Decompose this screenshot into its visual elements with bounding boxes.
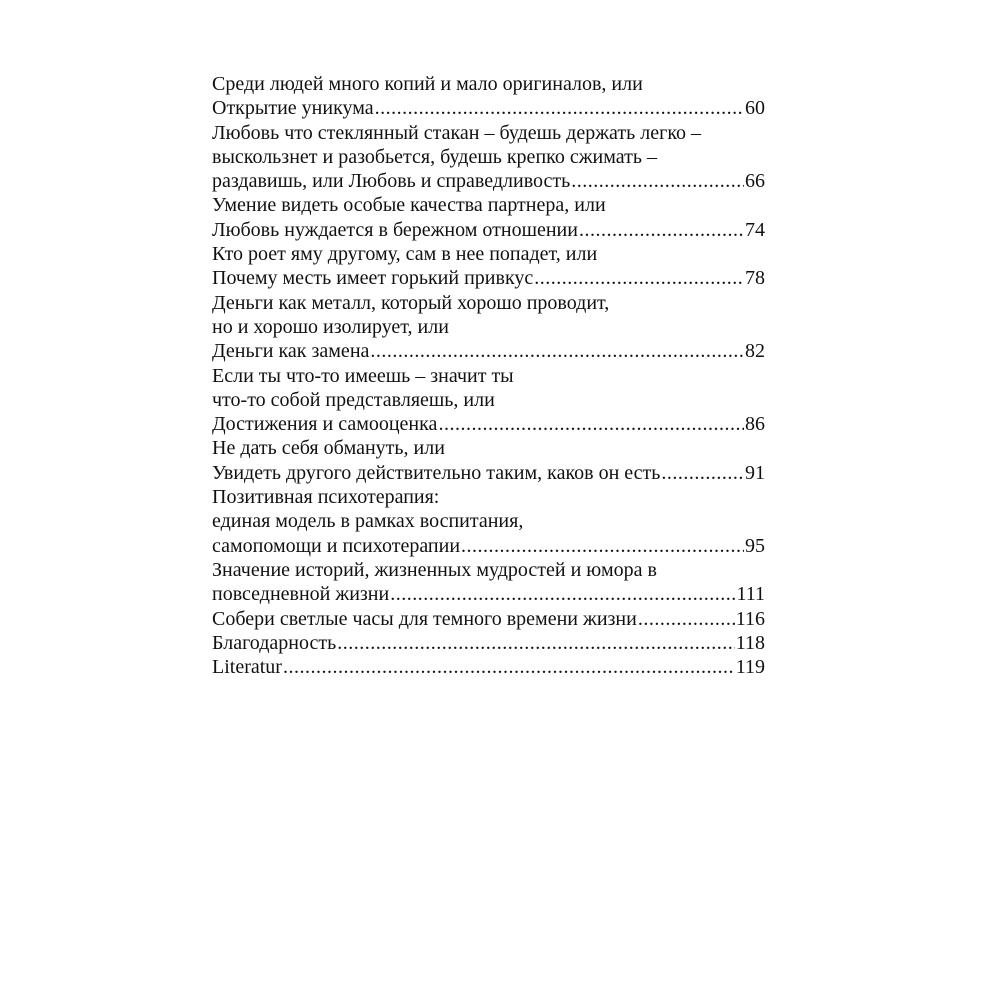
dot-leader bbox=[661, 461, 744, 485]
toc-entry-final-line bbox=[212, 266, 765, 290]
toc-entry bbox=[212, 121, 765, 194]
toc-entry bbox=[212, 631, 765, 655]
page-number: 91 bbox=[745, 461, 765, 484]
toc-entry-title-line: Среди людей много копий и мало оригиналов, или bbox=[212, 73, 643, 95]
toc-entry-final-line bbox=[212, 339, 765, 363]
page-number: 86 bbox=[745, 413, 765, 436]
dot-leader bbox=[438, 412, 744, 436]
dot-leader bbox=[375, 96, 744, 120]
toc-entry-title-line: Увидеть другого действительно таким, каков он есть bbox=[212, 461, 661, 484]
toc-entry-final-line bbox=[212, 534, 765, 558]
dot-leader bbox=[638, 607, 735, 631]
toc-entry-title-line: Позитивная психотерапия: bbox=[212, 486, 440, 509]
toc-entry-title-line: выскользнет и разобьется, будешь крепко сжимать – bbox=[212, 145, 657, 168]
toc-entry-final-line bbox=[212, 655, 765, 679]
toc-entry bbox=[212, 655, 765, 679]
toc-entry-title-line: раздавишь, или Любовь и справедливость bbox=[212, 170, 571, 193]
toc-entry-final-line bbox=[212, 582, 765, 606]
page-number: 111 bbox=[736, 583, 765, 606]
page-number: 116 bbox=[735, 607, 765, 630]
toc-entry-final-line bbox=[212, 96, 765, 120]
toc-entry-final-line bbox=[212, 631, 765, 655]
page-number: 95 bbox=[745, 534, 765, 557]
dot-leader bbox=[337, 631, 735, 655]
toc-entry-title-line: Literatur bbox=[212, 656, 282, 679]
toc-entry-title-line: Кто роет яму другому, сам в нее попадет, или bbox=[212, 243, 598, 266]
toc-entry bbox=[212, 485, 765, 558]
page-number: 82 bbox=[745, 340, 765, 363]
page-number: 119 bbox=[735, 656, 765, 679]
page-number: 78 bbox=[745, 267, 765, 290]
toc-entry-title-line: Значение историй, жизненных мудростей и юмора в bbox=[212, 558, 657, 581]
toc-entry-title-line: Почему месть имеет горький привкус bbox=[212, 267, 534, 290]
dot-leader bbox=[461, 534, 744, 558]
toc-entry-final-line bbox=[212, 169, 765, 193]
toc-entry-title-line: самопомощи и психотерапии bbox=[212, 534, 461, 557]
page-number: 60 bbox=[745, 97, 765, 120]
toc-entry bbox=[212, 242, 765, 291]
dot-leader bbox=[283, 655, 735, 679]
toc-entry bbox=[212, 72, 765, 121]
toc-entry-final-line bbox=[212, 461, 765, 485]
toc-entry bbox=[212, 193, 765, 242]
page-number: 66 bbox=[745, 170, 765, 193]
toc-entry-title-line: Если ты что-то имеешь – значит ты bbox=[212, 364, 514, 387]
toc-entry bbox=[212, 607, 765, 631]
toc-entry-title-line: Достижения и самооценка bbox=[212, 413, 438, 436]
toc-entry bbox=[212, 291, 765, 364]
toc-entry-title-line: единая модель в рамках воспитания, bbox=[212, 510, 524, 533]
page-number: 74 bbox=[745, 218, 765, 241]
toc-entry bbox=[212, 558, 765, 607]
toc-entry-title-line: Открытие уникума bbox=[212, 97, 374, 120]
page-number: 118 bbox=[735, 631, 765, 654]
dot-leader bbox=[370, 339, 744, 363]
toc-entry-title-line: Собери светлые часы для темного времени жизни bbox=[212, 607, 637, 630]
toc-entry-title-line: но и хорошо изолирует, или bbox=[212, 315, 449, 338]
toc-entry-final-line bbox=[212, 607, 765, 631]
toc-entry-final-line bbox=[212, 412, 765, 436]
dot-leader bbox=[390, 582, 735, 606]
dot-leader bbox=[571, 169, 744, 193]
toc-entry-title-line: Не дать себя обмануть, или bbox=[212, 437, 445, 460]
toc-entry-final-line bbox=[212, 218, 765, 242]
table-of-contents bbox=[212, 72, 765, 679]
toc-entry bbox=[212, 436, 765, 485]
toc-entry-title-line: Любовь что стеклянный стакан – будешь держать легко – bbox=[212, 121, 702, 144]
toc-entry-title-line: Деньги как металл, который хорошо проводит, bbox=[212, 291, 610, 314]
toc-entry bbox=[212, 364, 765, 437]
toc-entry-title-line: Благодарность bbox=[212, 631, 337, 654]
toc-entry-title-line: повседневной жизни bbox=[212, 583, 390, 606]
dot-leader bbox=[579, 218, 744, 242]
toc-entry-title-line: Умение видеть особые качества партнера, или bbox=[212, 194, 606, 217]
dot-leader bbox=[534, 266, 744, 290]
toc-entry-title-line: Любовь нуждается в бережном отношении bbox=[212, 218, 578, 241]
toc-entry-title-line: что-то собой представляешь, или bbox=[212, 388, 495, 411]
toc-entry-title-line: Деньги как замена bbox=[212, 340, 370, 363]
